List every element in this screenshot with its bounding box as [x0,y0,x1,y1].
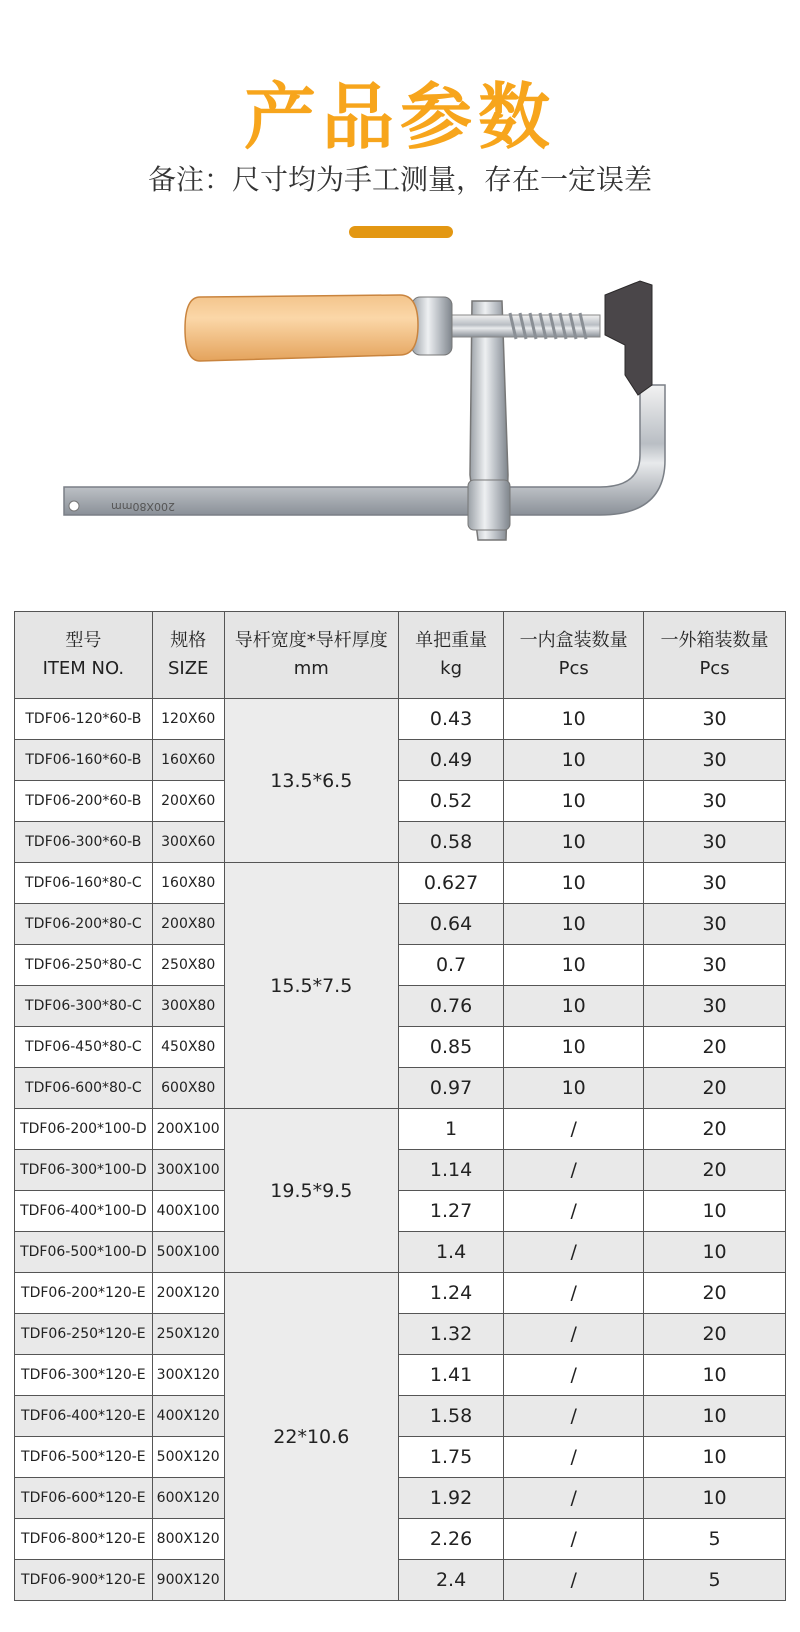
item-no-cell: TDF06-120*60-B [15,699,153,740]
header-weight: 单把重量 kg [398,612,503,699]
inner-box-qty-cell: 10 [504,781,644,822]
table-row [15,781,786,822]
outer-carton-qty-cell: 20 [644,1150,786,1191]
inner-box-qty-cell: 10 [504,986,644,1027]
weight-cell: 1.92 [398,1478,503,1519]
bar-dimension-cell: 22*10.6 [224,1273,398,1601]
weight-cell: 2.26 [398,1519,503,1560]
size-cell: 300X60 [152,822,224,863]
size-cell: 300X80 [152,986,224,1027]
outer-carton-qty-cell: 10 [644,1437,786,1478]
table-row [15,863,786,904]
inner-box-qty-cell: 10 [504,904,644,945]
weight-cell: 0.7 [398,945,503,986]
inner-box-qty-cell: 10 [504,699,644,740]
header-size: 规格 SIZE [152,612,224,699]
header-outer-carton-qty: 一外箱装数量 Pcs [644,612,786,699]
table-row [15,740,786,781]
weight-cell: 1 [398,1109,503,1150]
inner-box-qty-cell: / [504,1109,644,1150]
outer-carton-qty-cell: 10 [644,1478,786,1519]
item-no-cell: TDF06-500*100-D [15,1232,153,1273]
outer-carton-qty-cell: 10 [644,1396,786,1437]
outer-carton-qty-cell: 30 [644,699,786,740]
inner-box-qty-cell: / [504,1314,644,1355]
inner-box-qty-cell: 10 [504,1027,644,1068]
bar-engraving: 200X80mm [111,500,175,513]
item-no-cell: TDF06-400*120-E [15,1396,153,1437]
inner-box-qty-cell: 10 [504,822,644,863]
table-header-row [15,612,786,699]
outer-carton-qty-cell: 5 [644,1519,786,1560]
size-cell: 500X100 [152,1232,224,1273]
inner-box-qty-cell: / [504,1519,644,1560]
size-cell: 120X60 [152,699,224,740]
page-title: 产品参数 [243,75,556,159]
weight-cell: 1.58 [398,1396,503,1437]
inner-box-qty-cell: / [504,1396,644,1437]
item-no-cell: TDF06-200*100-D [15,1109,153,1150]
outer-carton-qty-cell: 30 [644,740,786,781]
size-cell: 200X120 [152,1273,224,1314]
outer-carton-qty-cell: 5 [644,1560,786,1601]
item-no-cell: TDF06-600*80-C [15,1068,153,1109]
weight-cell: 0.627 [398,863,503,904]
weight-cell: 0.49 [398,740,503,781]
inner-box-qty-cell: / [504,1150,644,1191]
table-row [15,699,786,740]
weight-cell: 0.76 [398,986,503,1027]
outer-carton-qty-cell: 20 [644,1314,786,1355]
item-no-cell: TDF06-200*120-E [15,1273,153,1314]
size-cell: 600X120 [152,1478,224,1519]
size-cell: 800X120 [152,1519,224,1560]
item-no-cell: TDF06-200*80-C [15,904,153,945]
inner-box-qty-cell: / [504,1232,644,1273]
item-no-cell: TDF06-160*80-C [15,863,153,904]
size-cell: 160X60 [152,740,224,781]
size-cell: 200X60 [152,781,224,822]
outer-carton-qty-cell: 30 [644,863,786,904]
outer-carton-qty-cell: 10 [644,1191,786,1232]
outer-carton-qty-cell: 20 [644,1027,786,1068]
weight-cell: 1.75 [398,1437,503,1478]
outer-carton-qty-cell: 10 [644,1355,786,1396]
size-cell: 500X120 [152,1437,224,1478]
inner-box-qty-cell: / [504,1273,644,1314]
size-cell: 300X120 [152,1355,224,1396]
table-row [15,1232,786,1273]
inner-box-qty-cell: 10 [504,1068,644,1109]
table-row [15,822,786,863]
table-row [15,1437,786,1478]
weight-cell: 1.4 [398,1232,503,1273]
size-cell: 160X80 [152,863,224,904]
size-cell: 250X80 [152,945,224,986]
size-cell: 400X120 [152,1396,224,1437]
item-no-cell: TDF06-250*80-C [15,945,153,986]
table-row [15,1109,786,1150]
size-cell: 250X120 [152,1314,224,1355]
item-no-cell: TDF06-800*120-E [15,1519,153,1560]
size-cell: 400X100 [152,1191,224,1232]
weight-cell: 2.4 [398,1560,503,1601]
outer-carton-qty-cell: 20 [644,1273,786,1314]
table-row [15,1519,786,1560]
outer-carton-qty-cell: 30 [644,945,786,986]
table-row [15,1273,786,1314]
item-no-cell: TDF06-250*120-E [15,1314,153,1355]
item-no-cell: TDF06-200*60-B [15,781,153,822]
table-row [15,1478,786,1519]
item-no-cell: TDF06-300*80-C [15,986,153,1027]
inner-box-qty-cell: 10 [504,945,644,986]
table-row [15,986,786,1027]
inner-box-qty-cell: 10 [504,740,644,781]
inner-box-qty-cell: 10 [504,863,644,904]
weight-cell: 0.58 [398,822,503,863]
weight-cell: 1.24 [398,1273,503,1314]
size-cell: 300X100 [152,1150,224,1191]
page-subtitle: 备注：尺寸均为手工测量，存在一定误差 [147,163,652,196]
f-clamp-icon [40,275,760,575]
outer-carton-qty-cell: 30 [644,822,786,863]
header-bar-dimension: 导杆宽度*导杆厚度 mm [224,612,398,699]
size-cell: 600X80 [152,1068,224,1109]
item-no-cell: TDF06-300*100-D [15,1150,153,1191]
outer-carton-qty-cell: 30 [644,904,786,945]
weight-cell: 1.14 [398,1150,503,1191]
outer-carton-qty-cell: 20 [644,1109,786,1150]
inner-box-qty-cell: / [504,1560,644,1601]
table-row [15,945,786,986]
accent-divider [349,226,453,238]
item-no-cell: TDF06-400*100-D [15,1191,153,1232]
table-row [15,1355,786,1396]
item-no-cell: TDF06-300*60-B [15,822,153,863]
weight-cell: 0.52 [398,781,503,822]
weight-cell: 1.27 [398,1191,503,1232]
item-no-cell: TDF06-300*120-E [15,1355,153,1396]
table-row [15,1560,786,1601]
weight-cell: 0.64 [398,904,503,945]
table-row [15,1396,786,1437]
inner-box-qty-cell: / [504,1355,644,1396]
item-no-cell: TDF06-500*120-E [15,1437,153,1478]
header-inner-box-qty: 一内盒装数量 Pcs [504,612,644,699]
table-row [15,1068,786,1109]
outer-carton-qty-cell: 10 [644,1232,786,1273]
size-cell: 200X100 [152,1109,224,1150]
weight-cell: 0.43 [398,699,503,740]
inner-box-qty-cell: / [504,1191,644,1232]
inner-box-qty-cell: / [504,1437,644,1478]
inner-box-qty-cell: / [504,1478,644,1519]
item-no-cell: TDF06-900*120-E [15,1560,153,1601]
weight-cell: 1.41 [398,1355,503,1396]
item-no-cell: TDF06-160*60-B [15,740,153,781]
spec-table [14,611,786,1601]
bar-dimension-cell: 13.5*6.5 [224,699,398,863]
table-body [15,699,786,1601]
outer-carton-qty-cell: 30 [644,781,786,822]
header-item-no: 型号 ITEM NO. [15,612,153,699]
size-cell: 900X120 [152,1560,224,1601]
weight-cell: 0.97 [398,1068,503,1109]
weight-cell: 0.85 [398,1027,503,1068]
size-cell: 200X80 [152,904,224,945]
item-no-cell: TDF06-450*80-C [15,1027,153,1068]
outer-carton-qty-cell: 30 [644,986,786,1027]
outer-carton-qty-cell: 20 [644,1068,786,1109]
weight-cell: 1.32 [398,1314,503,1355]
bar-dimension-cell: 19.5*9.5 [224,1109,398,1273]
table-row [15,1191,786,1232]
item-no-cell: TDF06-600*120-E [15,1478,153,1519]
table-row [15,904,786,945]
table-row [15,1150,786,1191]
bar-dimension-cell: 15.5*7.5 [224,863,398,1109]
size-cell: 450X80 [152,1027,224,1068]
table-row [15,1027,786,1068]
table-row [15,1314,786,1355]
